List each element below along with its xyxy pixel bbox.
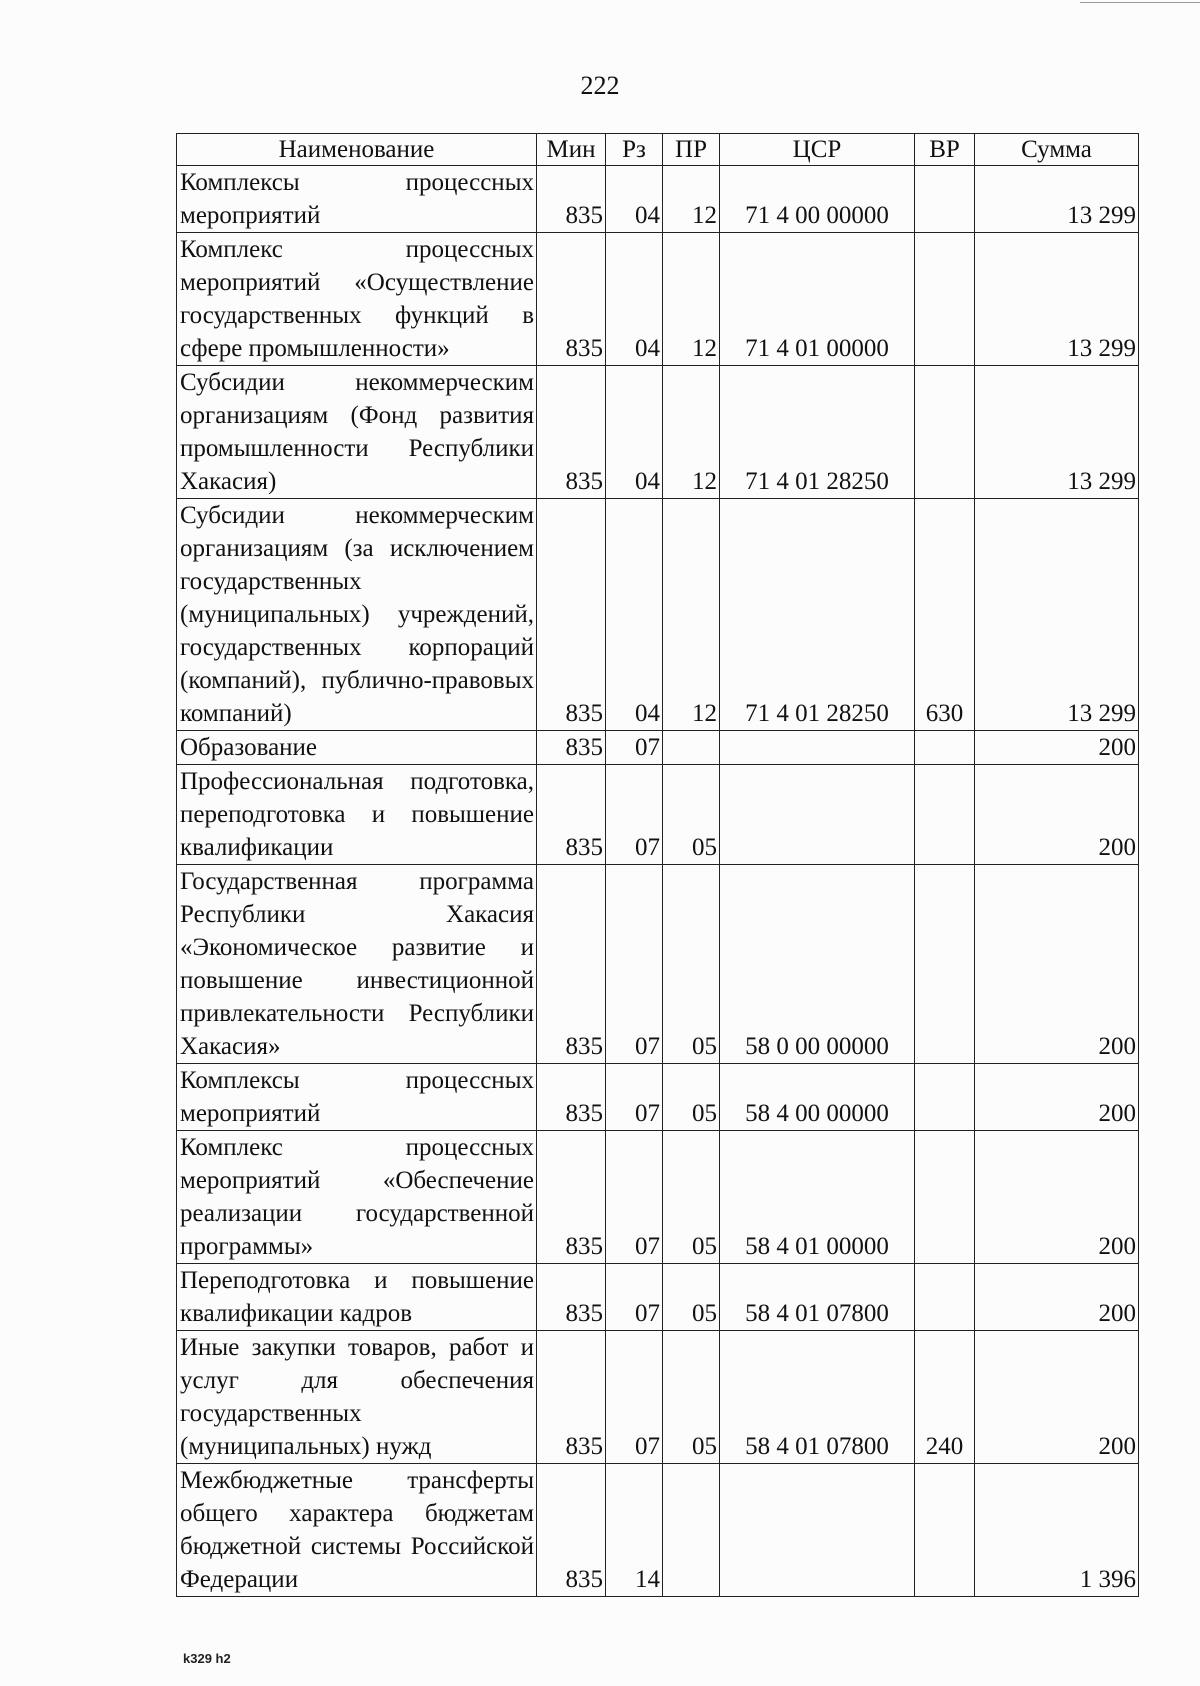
table-row bbox=[177, 233, 1139, 366]
table-header-row bbox=[177, 134, 1139, 166]
row-min: 835 bbox=[537, 765, 606, 865]
row-csr: 71 4 01 28250 bbox=[720, 499, 915, 731]
row-rz: 07 bbox=[606, 731, 663, 765]
table-row bbox=[177, 1131, 1139, 1264]
row-vr bbox=[915, 233, 975, 366]
table-row bbox=[177, 1464, 1139, 1597]
row-vr bbox=[915, 1131, 975, 1264]
row-vr bbox=[915, 366, 975, 499]
row-name: Иные закупки товаров, работ и услуг для обеспечения государственных (муниципальных) нужд bbox=[177, 1331, 537, 1464]
row-sum: 200 bbox=[975, 731, 1139, 765]
row-rz: 07 bbox=[606, 865, 663, 1064]
table-row bbox=[177, 765, 1139, 865]
footer-code: k329 h2 bbox=[183, 1651, 231, 1666]
row-csr: 58 4 01 07800 bbox=[720, 1264, 915, 1331]
header-csr: ЦСР bbox=[720, 134, 915, 166]
row-min: 835 bbox=[537, 499, 606, 731]
scan-edge-line bbox=[1080, 2, 1200, 3]
row-sum: 200 bbox=[975, 865, 1139, 1064]
row-sum: 200 bbox=[975, 1131, 1139, 1264]
table-row bbox=[177, 731, 1139, 765]
row-pr: 12 bbox=[663, 499, 720, 731]
header-vr: ВР bbox=[915, 134, 975, 166]
row-name: Межбюджетные трансферты общего характера бюджетам бюджетной системы Российской Федерации bbox=[177, 1464, 537, 1597]
row-sum: 200 bbox=[975, 1064, 1139, 1131]
header-rz: Рз bbox=[606, 134, 663, 166]
row-csr: 58 4 01 00000 bbox=[720, 1131, 915, 1264]
row-csr bbox=[720, 1464, 915, 1597]
row-pr: 05 bbox=[663, 765, 720, 865]
row-sum: 13 299 bbox=[975, 366, 1139, 499]
table-row bbox=[177, 499, 1139, 731]
row-pr: 05 bbox=[663, 865, 720, 1064]
row-csr: 58 4 01 07800 bbox=[720, 1331, 915, 1464]
row-pr bbox=[663, 1464, 720, 1597]
row-min: 835 bbox=[537, 166, 606, 233]
row-rz: 04 bbox=[606, 166, 663, 233]
row-pr: 12 bbox=[663, 166, 720, 233]
row-sum: 13 299 bbox=[975, 499, 1139, 731]
table-row bbox=[177, 1331, 1139, 1464]
row-pr: 05 bbox=[663, 1064, 720, 1131]
row-pr: 12 bbox=[663, 366, 720, 499]
row-rz: 04 bbox=[606, 366, 663, 499]
row-vr bbox=[915, 1064, 975, 1131]
row-name: Субсидии некоммерческим организациям (Фонд развития промышленности Республики Хакасия) bbox=[177, 366, 537, 499]
row-vr bbox=[915, 1264, 975, 1331]
row-rz: 07 bbox=[606, 1264, 663, 1331]
row-sum: 200 bbox=[975, 1331, 1139, 1464]
row-sum: 1 396 bbox=[975, 1464, 1139, 1597]
row-vr bbox=[915, 1464, 975, 1597]
row-pr bbox=[663, 731, 720, 765]
row-min: 835 bbox=[537, 1331, 606, 1464]
header-name: Наименование bbox=[177, 134, 537, 166]
row-rz: 04 bbox=[606, 233, 663, 366]
row-vr bbox=[915, 765, 975, 865]
table-row bbox=[177, 1064, 1139, 1131]
row-pr: 05 bbox=[663, 1264, 720, 1331]
page-number: 222 bbox=[580, 71, 620, 100]
row-csr: 58 0 00 00000 bbox=[720, 865, 915, 1064]
row-min: 835 bbox=[537, 1064, 606, 1131]
row-rz: 14 bbox=[606, 1464, 663, 1597]
row-csr: 71 4 00 00000 bbox=[720, 166, 915, 233]
row-name: Комплексы процессных мероприятий bbox=[177, 1064, 537, 1131]
row-name: Комплексы процессных мероприятий bbox=[177, 166, 537, 233]
row-name: Переподготовка и повышение квалификации кадров bbox=[177, 1264, 537, 1331]
row-rz: 07 bbox=[606, 1064, 663, 1131]
row-name: Профессиональная подготовка, переподготовка и повышение квалификации bbox=[177, 765, 537, 865]
row-name: Государственная программа Республики Хакасия «Экономическое развитие и повышение инвестиционной привлекательности Республики Хакасия» bbox=[177, 865, 537, 1064]
row-name: Субсидии некоммерческим организациям (за исключением государственных (муниципальных) учреждений, государственных корпораций (компаний), публично-правовых компаний) bbox=[177, 499, 537, 731]
row-vr bbox=[915, 731, 975, 765]
table-row bbox=[177, 865, 1139, 1064]
header-min: Мин bbox=[537, 134, 606, 166]
row-name: Образование bbox=[177, 731, 537, 765]
row-pr: 05 bbox=[663, 1331, 720, 1464]
table-body bbox=[177, 166, 1139, 1597]
row-rz: 07 bbox=[606, 765, 663, 865]
row-name: Комплекс процессных мероприятий «Осуществление государственных функций в сфере промышленности» bbox=[177, 233, 537, 366]
table-row bbox=[177, 1264, 1139, 1331]
row-csr bbox=[720, 765, 915, 865]
row-name: Комплекс процессных мероприятий «Обеспечение реализации государственной программы» bbox=[177, 1131, 537, 1264]
row-vr: 240 bbox=[915, 1331, 975, 1464]
table-row bbox=[177, 166, 1139, 233]
row-vr bbox=[915, 865, 975, 1064]
row-csr: 58 4 00 00000 bbox=[720, 1064, 915, 1131]
row-min: 835 bbox=[537, 233, 606, 366]
row-min: 835 bbox=[537, 731, 606, 765]
row-csr bbox=[720, 731, 915, 765]
row-rz: 07 bbox=[606, 1131, 663, 1264]
row-rz: 07 bbox=[606, 1331, 663, 1464]
row-min: 835 bbox=[537, 865, 606, 1064]
row-min: 835 bbox=[537, 366, 606, 499]
row-sum: 200 bbox=[975, 765, 1139, 865]
row-min: 835 bbox=[537, 1464, 606, 1597]
header-pr: ПР bbox=[663, 134, 720, 166]
row-sum: 13 299 bbox=[975, 166, 1139, 233]
row-pr: 12 bbox=[663, 233, 720, 366]
row-csr: 71 4 01 00000 bbox=[720, 233, 915, 366]
budget-table bbox=[176, 133, 1139, 1597]
row-vr bbox=[915, 166, 975, 233]
table-row bbox=[177, 366, 1139, 499]
row-sum: 13 299 bbox=[975, 233, 1139, 366]
row-rz: 04 bbox=[606, 499, 663, 731]
row-sum: 200 bbox=[975, 1264, 1139, 1331]
header-sum: Сумма bbox=[975, 134, 1139, 166]
row-min: 835 bbox=[537, 1264, 606, 1331]
row-pr: 05 bbox=[663, 1131, 720, 1264]
row-min: 835 bbox=[537, 1131, 606, 1264]
row-csr: 71 4 01 28250 bbox=[720, 366, 915, 499]
row-vr: 630 bbox=[915, 499, 975, 731]
